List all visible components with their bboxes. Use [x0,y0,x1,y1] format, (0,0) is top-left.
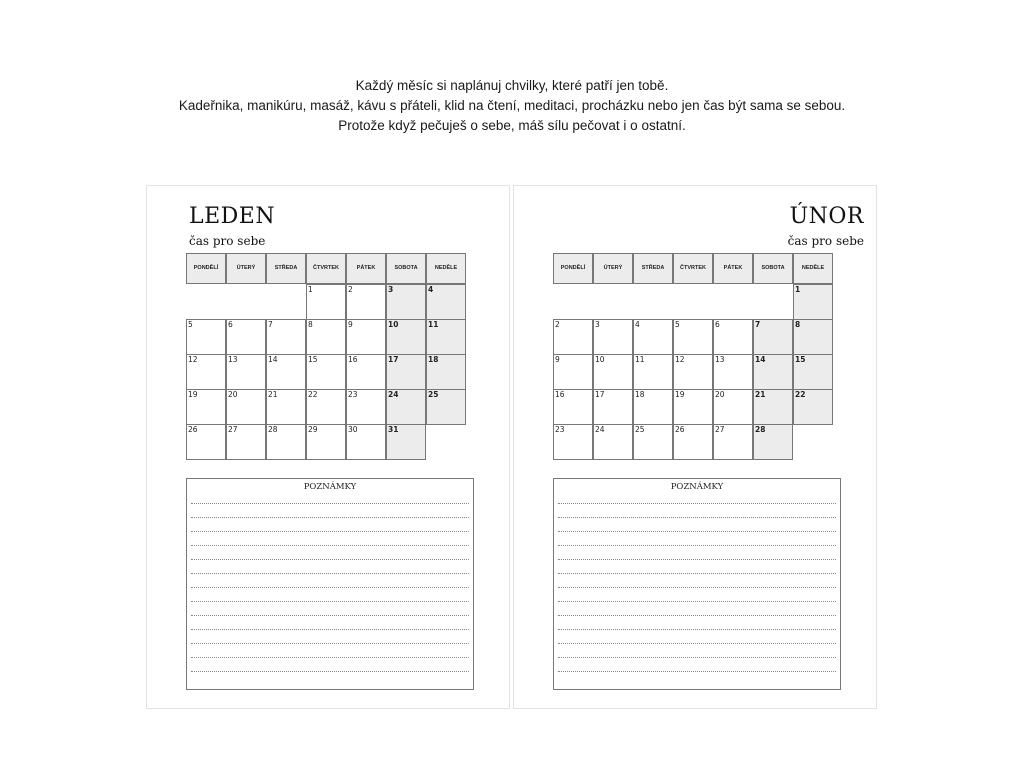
day-cell[interactable] [753,354,793,390]
intro-line-3: Protože když pečuješ o sebe, máš sílu pečovat i o ostatní. [338,118,686,133]
day-cell[interactable] [266,319,306,355]
day-number: 1 [795,285,801,294]
day-cell[interactable] [186,354,226,390]
day-cell[interactable] [386,389,426,425]
day-number: 24 [595,425,605,434]
day-number: 17 [388,355,399,364]
day-number: 27 [715,425,725,434]
month-title: LEDEN [189,204,276,229]
day-number: 18 [635,390,645,399]
day-number: 21 [755,390,766,399]
day-number: 30 [348,425,358,434]
month-subtitle: čas pro sebe [787,234,864,248]
day-number: 2 [555,320,560,329]
day-cell[interactable] [553,354,593,390]
day-number: 10 [595,355,605,364]
notes-line[interactable] [191,587,469,588]
day-cell[interactable] [226,354,266,390]
day-number: 26 [675,425,685,434]
day-cell[interactable] [306,319,346,355]
day-number: 23 [555,425,565,434]
day-cell[interactable] [793,354,833,390]
notes-line[interactable] [191,629,469,630]
day-number: 12 [675,355,685,364]
day-number: 19 [188,390,198,399]
day-number: 3 [388,285,394,294]
day-number: 19 [675,390,685,399]
day-cell[interactable] [386,284,426,320]
day-number: 10 [388,320,399,329]
day-cell[interactable] [266,424,306,460]
day-cell[interactable] [713,319,753,355]
notes-line[interactable] [191,573,469,574]
notes-line[interactable] [558,503,836,504]
day-number: 16 [348,355,358,364]
day-cell[interactable] [306,354,346,390]
notes-line[interactable] [191,559,469,560]
day-number: 2 [348,285,353,294]
notes-line[interactable] [558,629,836,630]
day-cell[interactable] [426,284,466,320]
day-cell[interactable] [226,389,266,425]
day-cell[interactable] [673,389,713,425]
day-cell[interactable] [346,389,386,425]
day-cell[interactable] [306,389,346,425]
month-title: ÚNOR [789,204,864,229]
day-cell[interactable] [713,354,753,390]
weekday-header: NEDĚLE [793,253,833,284]
day-number: 12 [188,355,198,364]
notes-line[interactable] [191,671,469,672]
day-cell[interactable] [426,354,466,390]
day-number: 22 [308,390,318,399]
day-cell[interactable] [673,424,713,460]
day-number: 20 [228,390,238,399]
day-cell[interactable] [266,354,306,390]
day-cell[interactable] [226,319,266,355]
weekday-header: NEDĚLE [426,253,466,284]
notes-line[interactable] [191,517,469,518]
day-cell[interactable] [633,319,673,355]
intro-text [0,76,1024,136]
day-number: 13 [228,355,238,364]
day-number: 1 [308,285,313,294]
day-number: 21 [268,390,278,399]
day-cell[interactable] [593,424,633,460]
day-number: 6 [228,320,233,329]
intro-line-2: Kadeřnika, manikúru, masáž, kávu s přáteli, klid na čtení, meditaci, procházku nebo jen čas být sama se sebou. [178,98,846,113]
day-cell[interactable] [713,389,753,425]
notes-line[interactable] [558,517,836,518]
day-number: 25 [428,390,439,399]
day-number: 20 [715,390,725,399]
notes-line[interactable] [558,601,836,602]
day-number: 14 [755,355,766,364]
day-cell[interactable] [793,389,833,425]
notes-line[interactable] [191,657,469,658]
notes-line[interactable] [558,587,836,588]
day-number: 8 [308,320,313,329]
notes-title: POZNÁMKY [670,482,724,492]
day-number: 16 [555,390,565,399]
day-number: 27 [228,425,238,434]
day-cell[interactable] [553,319,593,355]
weekday-header: SOBOTA [386,253,426,284]
day-number: 22 [795,390,806,399]
day-cell[interactable] [186,319,226,355]
weekday-header: SOBOTA [753,253,793,284]
weekday-header: STŘEDA [266,253,306,284]
intro-line-1: Každý měsíc si naplánuj chvilky, které patří jen tobě. [355,78,669,93]
weekday-header: ÚTERÝ [226,253,266,284]
weekday-header: ČTVRTEK [673,253,713,284]
notes-line[interactable] [558,545,836,546]
day-number: 18 [428,355,439,364]
notes-title: POZNÁMKY [303,482,357,492]
day-cell[interactable] [426,389,466,425]
notes-line[interactable] [191,531,469,532]
notes-line[interactable] [558,657,836,658]
day-number: 24 [388,390,399,399]
day-cell[interactable] [593,319,633,355]
day-cell[interactable] [553,424,593,460]
day-cell[interactable] [386,424,426,460]
day-cell[interactable] [633,354,673,390]
day-cell[interactable] [553,389,593,425]
day-number: 4 [428,285,434,294]
planner-page-january [146,185,510,709]
notes-line[interactable] [558,573,836,574]
day-number: 23 [348,390,358,399]
weekday-header: PÁTEK [713,253,753,284]
day-number: 13 [715,355,725,364]
weekday-header: ČTVRTEK [306,253,346,284]
month-subtitle: čas pro sebe [189,234,266,248]
day-cell[interactable] [593,389,633,425]
day-cell[interactable] [186,389,226,425]
day-cell[interactable] [713,424,753,460]
notes-line[interactable] [191,503,469,504]
day-number: 28 [755,425,766,434]
weekday-header: PONDĚLÍ [186,253,226,284]
weekday-header: PONDĚLÍ [553,253,593,284]
day-cell[interactable] [346,424,386,460]
day-number: 15 [308,355,318,364]
day-cell[interactable] [346,284,386,320]
day-number: 26 [188,425,198,434]
day-cell[interactable] [346,354,386,390]
day-number: 28 [268,425,278,434]
day-cell[interactable] [753,424,793,460]
day-number: 5 [675,320,680,329]
calendar-grid [186,253,474,459]
day-cell[interactable] [266,389,306,425]
calendar-grid [553,253,841,459]
day-cell[interactable] [346,319,386,355]
day-number: 31 [388,425,399,434]
notes-line[interactable] [191,643,469,644]
day-cell[interactable] [753,389,793,425]
day-number: 11 [428,320,439,329]
day-number: 14 [268,355,278,364]
notes-line[interactable] [191,615,469,616]
day-number: 29 [308,425,318,434]
day-cell[interactable] [426,319,466,355]
planner-page-february [513,185,877,709]
weekday-header: STŘEDA [633,253,673,284]
day-cell[interactable] [633,424,673,460]
day-number: 7 [755,320,761,329]
notes-line[interactable] [558,531,836,532]
day-cell[interactable] [673,319,713,355]
notes-line[interactable] [191,545,469,546]
day-cell[interactable] [793,284,833,320]
notes-box [553,478,841,690]
notes-line[interactable] [191,601,469,602]
day-cell[interactable] [633,389,673,425]
weekday-header: ÚTERÝ [593,253,633,284]
day-number: 9 [348,320,353,329]
day-cell[interactable] [753,319,793,355]
day-cell[interactable] [226,424,266,460]
day-cell[interactable] [306,424,346,460]
day-number: 4 [635,320,640,329]
day-number: 25 [635,425,645,434]
weekday-header: PÁTEK [346,253,386,284]
day-number: 6 [715,320,720,329]
notes-line[interactable] [558,615,836,616]
notes-line[interactable] [558,643,836,644]
notes-line[interactable] [558,671,836,672]
day-number: 3 [595,320,600,329]
day-cell[interactable] [673,354,713,390]
day-number: 9 [555,355,560,364]
day-cell[interactable] [386,354,426,390]
notes-box [186,478,474,690]
day-number: 11 [635,355,645,364]
day-cell[interactable] [793,319,833,355]
day-cell[interactable] [306,284,346,320]
day-number: 7 [268,320,273,329]
day-cell[interactable] [593,354,633,390]
day-number: 17 [595,390,605,399]
day-number: 8 [795,320,801,329]
day-cell[interactable] [186,424,226,460]
notes-line[interactable] [558,559,836,560]
day-cell[interactable] [386,319,426,355]
day-number: 5 [188,320,193,329]
day-number: 15 [795,355,806,364]
